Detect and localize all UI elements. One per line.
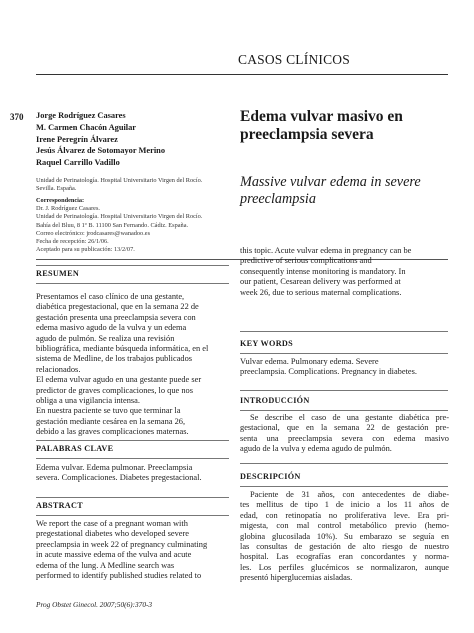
text-line: week 26, due to serious maternal complications.	[240, 287, 402, 297]
affiliation	[36, 177, 231, 193]
abstract-text	[36, 519, 231, 581]
text-line: diabética pregestacional, que en la semana 22 de	[36, 302, 199, 312]
palabras-clave-text	[36, 463, 231, 484]
author-name: Jorge Rodríguez Casares	[36, 111, 126, 120]
correspondence-block	[36, 197, 231, 238]
descripcion-heading: DESCRIPCIÓN	[240, 472, 301, 481]
correspondence-line: Bahía del Bluu, 8 1º B. 11100 San Fernando. Cádiz. España.	[36, 221, 189, 229]
key-words-heading: KEY WORDS	[240, 339, 293, 348]
abstract-continued-text	[240, 246, 448, 298]
affiliation-line: Unidad de Perinatología. Hospital Universitario Virgen del Rocío.	[36, 177, 203, 184]
text-line: sistema de Medline, de los trabajos publicados	[36, 354, 193, 364]
section-rule	[240, 390, 448, 391]
title-line: preeclampsia	[240, 190, 316, 207]
text-line: in acute massive edema of the vulva and acute	[36, 550, 192, 560]
text-line: our patient, Cesarean delivery was performed at	[240, 277, 401, 287]
author-list	[36, 110, 231, 169]
introduccion-text	[240, 413, 449, 455]
text-line: preeclampsia in week 22 of pregnancy culminating	[36, 539, 208, 549]
text-line: performed to identify published studies related to	[36, 571, 202, 581]
text-line: Se describe el caso de una gestante diabética pre-	[250, 413, 449, 422]
text-line: Vulvar edema. Pulmonary edema. Severe	[240, 357, 379, 366]
journal-citation-footer: Prog Obstet Ginecol. 2007;50(6):370-3	[36, 600, 153, 609]
text-line: debido a las graves complicaciones maternas.	[36, 427, 189, 437]
dates-block	[36, 238, 231, 254]
section-rule	[36, 497, 229, 498]
accepted-date: Aceptado para su publicación: 13/2/07.	[36, 246, 135, 254]
text-line: edema of the lung. A Medline search was	[36, 560, 175, 570]
section-rule	[36, 458, 229, 459]
resumen-text	[36, 292, 231, 438]
introduccion-heading: INTRODUCCIÓN	[240, 396, 310, 405]
text-line: consequently intense monitoring is mandatory. In	[240, 266, 406, 276]
section-header: CASOS CLÍNICOS	[238, 52, 350, 67]
author-name: Irene Peregrín Álvarez	[36, 134, 118, 144]
article-title-english	[240, 174, 455, 207]
author-name: M. Carmen Chacón Aguilar	[36, 122, 137, 132]
descripcion-text	[240, 490, 449, 584]
text-line: edad, con retinopatía no proliferativa leve. Era pri-	[240, 510, 449, 520]
text-line: senta una preeclampsia severa con edema masivo	[240, 433, 449, 443]
text-line: preeclampsia. Complications. Pregnancy in diabetes.	[240, 367, 417, 377]
text-line: Paciente de 31 años, con antecedentes de diabe-	[250, 490, 449, 499]
text-line: We report the case of a pregnant woman with	[36, 519, 188, 528]
section-rule	[240, 410, 448, 411]
resumen-heading: RESUMEN	[36, 269, 80, 278]
title-line: Massive vulvar edema in severe	[240, 174, 421, 190]
text-line: Presentamos el caso clínico de una gestante,	[36, 292, 185, 301]
section-rule	[240, 486, 448, 487]
abstract-heading: ABSTRACT	[36, 501, 83, 510]
text-line: relacionados.	[36, 364, 81, 374]
text-line: globina glucosilada 10%). Su embarazo se seguía en	[240, 531, 449, 541]
text-line: obliga a una vigilancia intensa.	[36, 396, 140, 406]
section-rule	[36, 265, 229, 266]
text-line: El edema vulvar agudo en una gestante puede ser	[36, 375, 202, 385]
correspondence-line: Unidad de Perinatología. Hospital Universitario Virgen del Rocío.	[36, 213, 203, 221]
text-line: severa. Complicaciones. Diabetes pregestacional.	[36, 473, 202, 483]
header-rule	[36, 74, 448, 75]
text-line: agudo de pulmón. Se realiza una revisión	[36, 333, 175, 343]
section-rule	[36, 440, 229, 441]
received-date: Fecha de recepción: 26/1/06.	[36, 238, 109, 245]
text-line: En nuestra paciente se tuvo que terminar la	[36, 406, 181, 416]
text-line: migesta, con mal control metabólico previo (hemo-	[240, 521, 449, 531]
author-name: Jesús Álvarez de Sotomayor Merino	[36, 146, 166, 156]
text-line: les. Los perfiles glucémicos se normalizaron, aunque	[240, 562, 449, 572]
correspondence-email: Correo electrónico: jrodcasares@wanadoo.es	[36, 229, 151, 237]
correspondence-line: Dr. J. Rodríguez Casares.	[36, 205, 101, 213]
text-line: predictor de graves complicaciones, lo que nos	[36, 385, 193, 395]
correspondence-label: Correspondencia:	[36, 197, 85, 204]
text-line: agudo de la vulva y edema agudo de pulmón.	[240, 444, 392, 454]
text-line: tes mellitus de tipo 1 de inicio a los 11 años de	[240, 500, 449, 510]
section-rule	[240, 463, 448, 464]
page-number: 370	[10, 112, 24, 122]
text-line: gestación presenta una preeclampsia severa con	[36, 312, 196, 322]
author-name: Raquel Carrillo Vadillo	[36, 158, 120, 168]
text-line: pregestational diabetes who developed severe	[36, 529, 190, 539]
text-line: presentó hiperglucemias aisladas.	[240, 573, 353, 583]
affiliation-line: Sevilla. España.	[36, 185, 77, 193]
article-title-spanish	[240, 108, 455, 143]
text-line: bibliográfica, mediante búsqueda informática, en el	[36, 344, 209, 354]
section-rule	[240, 331, 448, 332]
text-line: edema masivo agudo de la vulva y un edema	[36, 323, 187, 333]
text-line: this topic. Acute vulvar edema in pregnancy can be	[240, 246, 412, 255]
text-line: predictive of serious complications and	[240, 256, 372, 266]
text-line: las consultas de gestación de alto riesgo de nuestro	[240, 542, 449, 552]
palabras-clave-heading: PALABRAS CLAVE	[36, 444, 114, 453]
key-words-text	[240, 357, 450, 378]
text-line: gestación mediante cesárea en la semana 26,	[36, 416, 186, 426]
section-rule	[36, 283, 229, 284]
title-line: preeclampsia severa	[240, 125, 374, 143]
section-rule	[36, 515, 229, 516]
text-line: hospital. Las ecografías eran concordantes y norma-	[240, 552, 449, 562]
text-line: Edema vulvar. Edema pulmonar. Preeclampsia	[36, 463, 193, 472]
text-line: gestacional, que en la semana 22 de gestación pre-	[240, 423, 449, 433]
title-line: Edema vulvar masivo en	[240, 108, 403, 125]
section-rule	[240, 353, 448, 354]
